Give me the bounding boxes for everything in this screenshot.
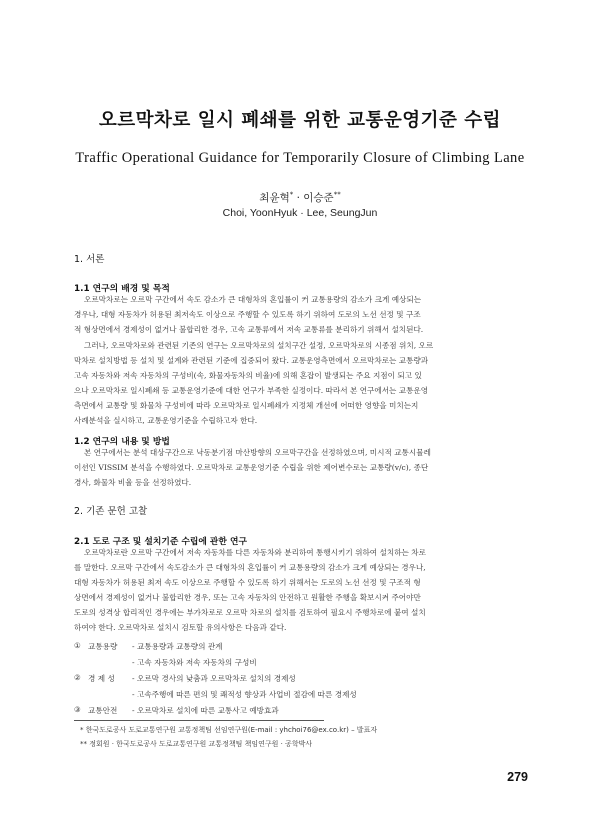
text-line: 본 연구에서는 분석 대상구간으로 낙동분기점 마산방향의 오르막구간을 선정하였으며, 미시적 교통시뮬레: [84, 448, 431, 457]
text-line: 상면에서 경제성이 없거나 불합리한 경우, 또는 고속 자동차의 안전하고 원활한 주행을 확보시켜 주어야만: [74, 593, 421, 602]
authors-english: Choi, YoonHyuk · Lee, SeungJun: [222, 207, 378, 219]
text-line: 경우나, 대형 자동차가 허용된 최저속도 이상으로 주행할 수 있도록 하기 위하여 도로의 노선 선정 및 구조: [74, 310, 421, 319]
text-line: 으나 오르막차로 일시폐쇄 등 교통운영기준에 대한 연구가 부족한 실정이다. 따라서 본 연구에서는 교통운영: [74, 386, 429, 395]
list-number: ②: [74, 673, 81, 682]
text-line: 도로의 성격상 합리적인 경우에는 부가차로로 오르막 차로의 설치를 검토하여 필요시 주행차로에 붙여 설치: [74, 608, 426, 617]
authors-korean: [0, 190, 600, 205]
paragraph-1-1-a: [74, 292, 526, 337]
author-2-mark: **: [333, 190, 341, 199]
paper-title-korean: 오르막차로 일시 폐쇄를 위한 교통운영기준 수립: [98, 110, 502, 131]
text-line: 하여야 한다. 오르막차로 설치시 검토할 유의사항은 다음과 같다.: [74, 623, 287, 632]
subsection-2-1-heading: 2.1 도로 구조 및 설치기준 수립에 관한 연구: [74, 537, 247, 547]
text-line: 오르막차로란 오르막 구간에서 저속 자동차를 다른 자동차와 분리하여 통행시키기 위하여 설치하는 차로: [84, 548, 426, 557]
footnote-divider: [74, 720, 324, 721]
text-line: 그러나, 오르막차로와 관련된 기존의 연구는 오르막차로의 설치구간 설정, 오르막차로의 시종점 위치, 오르: [84, 341, 434, 350]
section-2-heading: 2. 기존 문헌 고찰: [74, 506, 148, 517]
footnote-1: * 한국도로공사 도로교통연구원 교통정책팀 선임연구원(E-mail : yhchoi76@ex.co.kr) – 발표자: [80, 726, 378, 734]
author-1-name: 최윤혁: [259, 192, 290, 204]
list-text: - 고속주행에 따른 편의 및 쾌적성 향상과 사업비 절감에 따른 경제성: [132, 690, 357, 699]
paragraph-1-1-b: [74, 338, 526, 428]
text-line: 이션인 VISSIM 분석을 수행하였다. 오르막차로 교통운영기준 수립을 위한 제어변수로는 교통량(v/c), 종단: [74, 463, 429, 472]
list-label: 교통용량: [88, 642, 118, 651]
list-number: ③: [74, 705, 81, 714]
text-line: 를 말한다. 오르막 구간에서 속도감소가 큰 대형차의 혼입률이 커 교통용량의 감소가 크게 예상되는 경우나,: [74, 563, 426, 572]
list-text: - 오르막 경사의 낮춤과 오르막차로 설치의 경제성: [132, 674, 296, 683]
list-number: ①: [74, 641, 81, 650]
footnote-2: ** 정회원 · 한국도로공사 도로교통연구원 교통정책팀 책임연구원 · 공학박사: [80, 740, 313, 748]
list-text: - 오르막차로 설치에 따른 교통사고 예방효과: [132, 706, 279, 715]
text-line: 오르막차로는 오르막 구간에서 속도 감소가 큰 대형차의 혼입률이 커 교통용량의 감소가 크게 예상되는: [84, 295, 422, 304]
text-line: 막차로 설치방법 등 설치 및 설계와 관련된 기준에 집중되어 왔다. 교통운영측면에서 오르막차로는 교통량과: [74, 356, 429, 365]
text-line: 경사, 화물차 비율 등을 선정하였다.: [74, 478, 192, 487]
subsection-1-1-heading: 1.1 연구의 배경 및 목적: [74, 284, 170, 294]
text-line: 사례분석을 실시하고, 교통운영기준을 수립하고자 한다.: [74, 416, 258, 425]
text-line: 고속 자동차와 저속 자동차의 구성비(속, 화물자동차의 비율)에 의해 혼잡이 발생되는 주요 지점이 되고 있: [74, 371, 422, 380]
text-line: 적 형상면에서 경제성이 없거나 불합리한 경우, 고속 교통류에서 저속 교통류를 분리하기 위해서 설치된다.: [74, 325, 424, 334]
section-1-heading: 1. 서론: [74, 254, 105, 265]
text-line: 대형 자동차가 허용된 최저 속도 이상으로 주행할 수 있도록 하기 위해서는 도로의 노선 선정 및 구조적 형: [74, 578, 421, 587]
author-1-mark: *: [289, 190, 294, 199]
list-label: 경 제 성: [88, 674, 115, 683]
text-line: 측면에서 교통량 및 화물차 구성비에 따라 오르막차로 일시폐쇄가 지정체 개선에 어떠한 영향을 미치는지: [74, 401, 419, 410]
author-separator: · 이승준: [293, 192, 334, 204]
paragraph-2-1: [74, 545, 526, 635]
list-text: - 교통용량과 교통량의 관계: [132, 642, 223, 651]
paper-title-english: Traffic Operational Guidance for Temporarily Closure of Climbing Lane: [75, 150, 525, 166]
list-text: - 고속 자동차와 저속 자동차의 구성비: [132, 658, 257, 667]
subsection-1-2-heading: 1.2 연구의 내용 및 방법: [74, 437, 170, 447]
list-label: 교통안전: [88, 706, 118, 715]
page-number: 279: [507, 770, 528, 784]
paragraph-1-2: [74, 445, 526, 490]
